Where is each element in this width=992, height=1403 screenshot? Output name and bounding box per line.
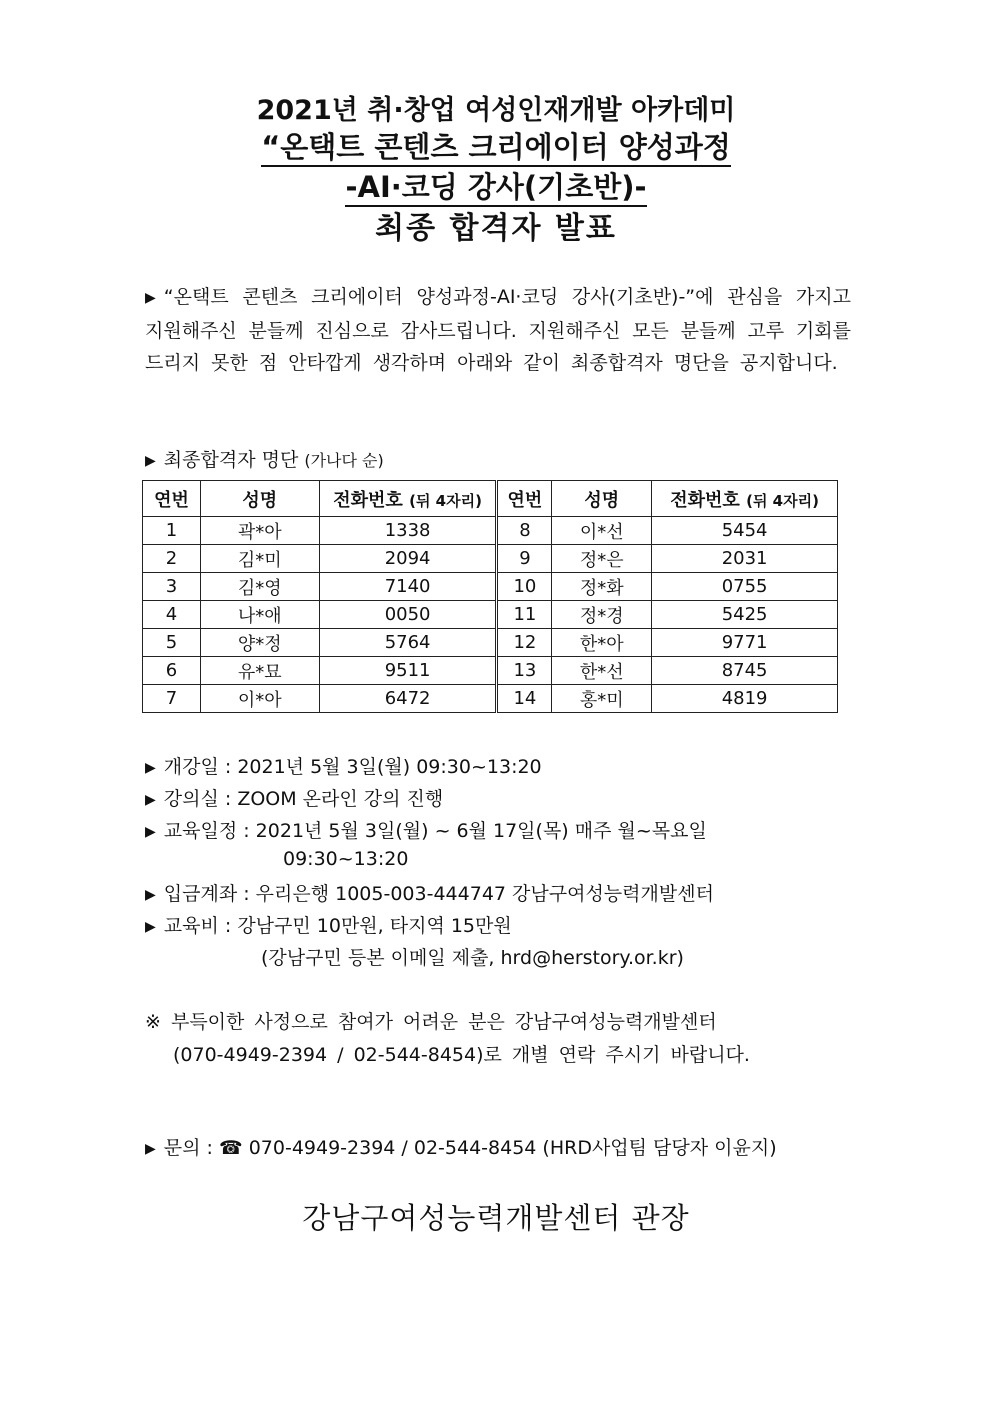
cell-no: 3 xyxy=(143,573,201,601)
bullet-arrow-icon: ▶ xyxy=(145,887,156,903)
cell-phone: 4819 xyxy=(652,685,838,713)
info-account-text: 입금계좌 : 우리은행 1005-003-444747 강남구여성능력개발센터 xyxy=(163,883,714,905)
cell-phone: 0050 xyxy=(319,601,497,629)
info-schedule-text: 교육일정 : 2021년 5월 3일(월) ~ 6월 17일(목) 매주 월~목요일 xyxy=(163,820,707,842)
table-row xyxy=(143,517,838,545)
table-row xyxy=(143,657,838,685)
cell-name: 이*선 xyxy=(552,517,652,545)
cell-name: 나*애 xyxy=(200,601,319,629)
notice-block xyxy=(145,1006,750,1072)
bullet-arrow-icon: ▶ xyxy=(145,760,156,776)
info-schedule-time: 09:30~13:20 xyxy=(283,848,409,870)
cell-no: 13 xyxy=(497,657,552,685)
title-line-3 xyxy=(0,165,992,206)
cell-name: 정*화 xyxy=(552,573,652,601)
cell-phone: 5454 xyxy=(652,517,838,545)
roster-table xyxy=(142,480,838,713)
info-classroom-text: 강의실 : ZOOM 온라인 강의 진행 xyxy=(163,788,444,810)
info-fee-note: (강남구민 등본 이메일 제출, hrd@herstory.or.kr) xyxy=(261,947,684,969)
info-start-date-text: 개강일 : 2021년 5월 3일(월) 09:30~13:20 xyxy=(163,756,542,778)
bullet-arrow-icon: ▶ xyxy=(145,453,156,469)
list-heading xyxy=(145,445,384,472)
header-phone-note: (뒤 4자리) xyxy=(746,491,819,510)
notice-line-2: (070-4949-2394 / 02-544-8454)로 개별 연락 주시기 바랍니다. xyxy=(173,1044,750,1066)
header-phone xyxy=(319,481,497,517)
cell-name: 이*아 xyxy=(200,685,319,713)
cell-phone: 7140 xyxy=(319,573,497,601)
bullet-arrow-icon: ▶ xyxy=(145,290,156,306)
title-line-2-text: “온택트 콘텐츠 크리에이터 양성과정 xyxy=(261,130,731,167)
contact-label: 문의 : xyxy=(163,1137,213,1159)
cell-phone: 9771 xyxy=(652,629,838,657)
notice-line-1 xyxy=(145,1006,750,1039)
contact-text: 070-4949-2394 / 02-544-8454 (HRD사업팀 담당자 이윤지) xyxy=(248,1137,777,1159)
info-fee-text: 교육비 : 강남구민 10만원, 타지역 15만원 xyxy=(163,915,512,937)
bullet-arrow-icon: ▶ xyxy=(145,919,156,935)
table-row xyxy=(143,601,838,629)
bullet-arrow-icon: ▶ xyxy=(145,792,156,808)
header-no: 연번 xyxy=(143,481,201,517)
info-schedule xyxy=(145,816,707,843)
header-name: 성명 xyxy=(200,481,319,517)
signature: 강남구여성능력개발센터 관장 xyxy=(302,1201,690,1235)
bullet-arrow-icon: ▶ xyxy=(145,1141,156,1157)
info-classroom xyxy=(145,784,443,811)
table-row xyxy=(143,573,838,601)
contact-line xyxy=(145,1133,777,1160)
cell-no: 6 xyxy=(143,657,201,685)
cell-phone: 6472 xyxy=(319,685,497,713)
reference-mark-icon: ※ xyxy=(145,1011,161,1033)
cell-no: 2 xyxy=(143,545,201,573)
cell-name: 곽*아 xyxy=(200,517,319,545)
cell-no: 1 xyxy=(143,517,201,545)
cell-name: 김*미 xyxy=(200,545,319,573)
cell-no: 7 xyxy=(143,685,201,713)
cell-no: 10 xyxy=(497,573,552,601)
title-line-4: 최종 합격자 발표 xyxy=(375,211,617,246)
cell-phone: 5764 xyxy=(319,629,497,657)
table-row xyxy=(143,545,838,573)
cell-no: 8 xyxy=(497,517,552,545)
intro-paragraph xyxy=(145,281,851,379)
header-name: 성명 xyxy=(552,481,652,517)
cell-name: 한*선 xyxy=(552,657,652,685)
header-phone xyxy=(652,481,838,517)
cell-no: 5 xyxy=(143,629,201,657)
cell-name: 한*아 xyxy=(552,629,652,657)
cell-phone: 2031 xyxy=(652,545,838,573)
cell-name: 정*경 xyxy=(552,601,652,629)
table-header-row xyxy=(143,481,838,517)
info-fee xyxy=(145,911,512,938)
header-phone-label: 전화번호 xyxy=(670,489,740,511)
info-account xyxy=(145,879,714,906)
cell-no: 4 xyxy=(143,601,201,629)
list-heading-label: 최종합격자 명단 xyxy=(163,449,299,471)
cell-no: 12 xyxy=(497,629,552,657)
table-row xyxy=(143,685,838,713)
cell-no: 9 xyxy=(497,545,552,573)
header-phone-label: 전화번호 xyxy=(333,489,403,511)
cell-name: 김*영 xyxy=(200,573,319,601)
cell-phone: 8745 xyxy=(652,657,838,685)
phone-icon: ☎ xyxy=(218,1137,243,1159)
cell-name: 유*묘 xyxy=(200,657,319,685)
header-phone-note: (뒤 4자리) xyxy=(409,491,482,510)
bullet-arrow-icon: ▶ xyxy=(145,824,156,840)
cell-phone: 5425 xyxy=(652,601,838,629)
table-row xyxy=(143,629,838,657)
title-line-3-text: -AI·코딩 강사(기초반)- xyxy=(345,170,646,207)
cell-no: 14 xyxy=(497,685,552,713)
cell-no: 11 xyxy=(497,601,552,629)
cell-name: 양*정 xyxy=(200,629,319,657)
title-line-2 xyxy=(0,125,992,166)
cell-phone: 0755 xyxy=(652,573,838,601)
header-no: 연번 xyxy=(497,481,552,517)
info-start-date xyxy=(145,752,542,779)
notice-line-1-text: 부득이한 사정으로 참여가 어려운 분은 강남구여성능력개발센터 xyxy=(170,1011,717,1033)
cell-phone: 2094 xyxy=(319,545,497,573)
list-heading-note: (가나다 순) xyxy=(304,451,384,470)
intro-text: “온택트 콘텐츠 크리에이터 양성과정-AI·코딩 강사(기초반)-”에 관심을 가지고 지원해주신 분들께 진심으로 감사드립니다. 지원해주신 모든 분들께 고루 기회를 드리지 못한 점 안타깝게 생각하며 아래와 같이 최종합격자 명단을 공지합니다. xyxy=(145,286,851,374)
cell-phone: 9511 xyxy=(319,657,497,685)
cell-name: 정*은 xyxy=(552,545,652,573)
title-line-1: 2021년 취·창업 여성인재개발 아카데미 xyxy=(256,95,736,126)
cell-name: 홍*미 xyxy=(552,685,652,713)
cell-phone: 1338 xyxy=(319,517,497,545)
